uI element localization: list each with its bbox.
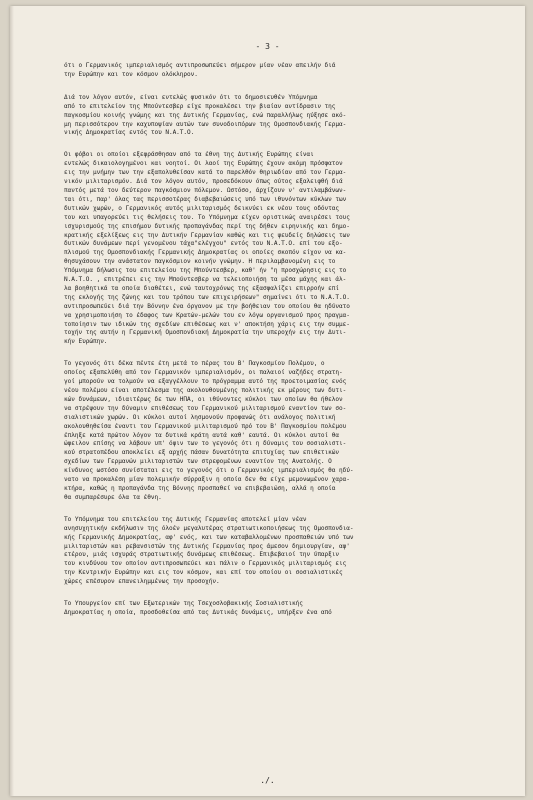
- text-line: ακολουθηθείσα έναντι του Γερμανικού μιλιταρισμού πρό του Β' Παγκοσμίου πολέμου: [64, 422, 347, 430]
- text-line: ται ότι, παρ' όλας τας περισσοτέρας διαβεβαιώσεις υπό των ιθυνόντων κύκλων των: [64, 195, 347, 203]
- text-line: κήν Ευρώπην.: [64, 338, 108, 346]
- text-line: σχεδίων των Γερμανών μιλιταριστών των στρεφομένων εναντίον της Ανατολής. Ο: [64, 458, 332, 466]
- text-line: χώρες επέσυρον επανειλημμένως την προσοχήν.: [64, 578, 220, 586]
- paragraph: [64, 62, 494, 80]
- text-line: λα βοηθητικά τα οποία διαθέτει, ενώ ταυτοχρόνως της εξασφαλίζει επιρροήν επί: [64, 284, 340, 292]
- text-line: την Ευρώπην και τον κόσμον ολόκληρον.: [64, 70, 198, 78]
- scan-shadow-edge: [10, 6, 14, 796]
- text-line: εντελώς δικαιολογημένοι και νοητοί. Οι λαοί της Ευρώπης έχουν ακόμη πρόσφατον: [64, 160, 343, 168]
- text-line: Το γεγονός ότι δέκα πέντε έτη μετά το πέρας του Β' Παγκοσμίου Πολέμου, ο: [64, 360, 325, 368]
- text-line: εις την μνήμην των την εξαπολυθείσαν κατά το παρελθόν θηριωδίαν από τον Γερμα-: [64, 169, 347, 177]
- paragraph: [64, 151, 494, 347]
- text-line: Το Υπόμνημα του επιτελείου της Δυτικής Γερμανίας αποτελεί μίαν νέαν: [64, 515, 307, 523]
- text-line: κίνδυνος ωστόσο συνίσταται εις το γεγονός ότι ο Γερμανικός ιμπεριαλισμός θα ηδύ-: [64, 467, 354, 475]
- text-line: μη περισσότερον την καχυποψίαν αυτών των συνοδοιπόρων της Ομοσπονδιακής Γερμα-: [64, 120, 347, 128]
- text-line: ώφειλον επίσης να λάβουν υπ' όψιν των το γεγονός ότι η δύναμις του σοσιαλιστι-: [64, 440, 347, 448]
- text-line: νικόν μιλιταρισμόν. Διά τον λόγον αυτόν, προσεδόκουν όπως ούτος εξαλειφθή διά: [64, 178, 343, 186]
- text-line: παγκοσμίου κοινής γνώμης και της Δυτικής Γερμανίας, ενώ παραλλήλως ηύξησε ακό-: [64, 111, 347, 119]
- text-line: τοχήν της αυτήν η Γερμανική Ομοσπονδιακή Δημοκρατία την υπεροχήν εις την Δυτι-: [64, 329, 347, 337]
- text-line: τοποίησιν των ιδικών της σχεδίων επιθέσεως και ν' αποκτήση χάρις εις την συμμε-: [64, 320, 350, 328]
- text-line: ότι ο Γερμανικός ιμπεριαλισμός αντιπροσωπεύει σήμερον μίαν νέαν απειλήν διά: [64, 62, 336, 69]
- text-line: της εκλογής της ζώνης και του τρόπου των επιχειρήσεων" σημαίνει ότι το Ν.Α.Τ.Ο.: [64, 293, 350, 301]
- text-line: νατο να προκαλέση μίαν πολεμικήν σύρραξιν η οποία δεν θα είχε μεμονωμένον χαρα-: [64, 476, 350, 484]
- text-line: πλισμού της Ομοσπονδιακής Γερμανικής Δημοκρατίας οι οποίες σκοπόν είχον να κα-: [64, 249, 347, 257]
- paragraph: [64, 516, 494, 587]
- text-line: Υπόμνημα δήλωσις του επιτελείου της Μπούντεσβερ, καθ' ήν "η προσχώρησις εις το: [64, 267, 347, 275]
- text-line: δυτικών χωρών, ο Γερμανικός αυτός μιλιταρισμός δεικνύει εκ νέου τους οδόντας: [64, 204, 340, 212]
- paragraph: [64, 600, 494, 618]
- text-line: κρατικής εξελίξεως εις την Δυτικήν Γερμανίαν καθώς και τις ψευδείς δηλώσεις των: [64, 231, 350, 239]
- text-line: σιαλιστικών χωρών. Οι κύκλοι αυτοί λησμονούν προφανώς ότι ανάλογος πολιτική: [64, 413, 336, 421]
- text-line: Ν.Α.Τ.Ο. , επιτρέπει εις την Μπούντεσβερ να τελειοποιήση τα μέσα μάχης και άλ-: [64, 276, 347, 284]
- text-line: Οι φόβοι οι οποίοι εξεφράσθησαν από τα έθνη της Δυτικής Ευρώπης είναι: [64, 151, 314, 159]
- text-line: παντός μετά τον δεύτερον παγκόσμιον πόλεμον. Ωστόσο, άρχίζουν ν' αντιλαμβάνων-: [64, 186, 347, 194]
- text-line: του και υπαγορεύει τις θελήσεις του. Το Υπόμνημα είχεν οριστικώς αναιρέσει τους: [64, 213, 350, 221]
- text-line: να στρέψουν την δύναμιν επιθέσεως του Γερμανικού μιλιταρισμού εναντίον των σο-: [64, 404, 347, 412]
- text-line: να χρησιμοποιήση το έδαφος των Κρατών-μελών του εν λόγω οργανισμού προς πραγμα-: [64, 311, 350, 319]
- text-line: ισχυρισμούς της επισήμου δυτικής προπαγάνδας περί της δήθεν ειρηνικής και δημο-: [64, 222, 350, 230]
- page-number: - 3 -: [255, 42, 280, 51]
- text-line: ετέρου, μιάς ισχυράς στρατιωτικής δυνάμεως επιθέσεως. Επιβεβαιοί την ύπαρξιν: [64, 551, 340, 559]
- text-line: κού στρατοπέδου αποκλείει εξ αρχής πάσαν δυνατότητα επιτυχίας των επιθετικών: [64, 449, 340, 457]
- document-body: [64, 62, 494, 631]
- paragraph: [64, 94, 494, 139]
- text-line: Δημοκρατίας η οποία, προσδοθείσα από τας Δυτικάς δυνάμεις, υπήρξεν ένα από: [64, 608, 332, 616]
- text-line: του κινδύνου τον οποίον αντιπροσωπεύει και πάλιν ο Γερμανικός μιλιταρισμός εις: [64, 560, 347, 568]
- text-line: αντιπροσωπεύει διά την Βόννην ένα όργανον με την βοήθειαν του οποίου θα ηδύνατο: [64, 302, 350, 310]
- text-line: έπληξε κατά πρώτον λόγον τα δυτικά κράτη αυτά καθ' εαυτά. Οι κύκλοι αυτοί θα: [64, 431, 340, 439]
- text-line: νέου πολέμου είναι αποτέλεσμα της ακολουθουμένης πολιτικής εκ μέρους των δυτι-: [64, 387, 347, 394]
- text-line: κών δυνάμεων, ιδιαιτέρως δε των ΗΠΑ, οι ιθύνοντες κύκλοι των οποίων θα ήθελον: [64, 395, 343, 403]
- text-line: οποίος εξαπελύθη από τον Γερμανικόν ιμπεριαλισμόν, οι παλαιοί ναζήδες στρατη-: [64, 369, 343, 377]
- text-line: θησυχάσουν την ανάστατον παγκόσμιον κοινήν γνώμην. Η περιλαμβανομένη εις το: [64, 258, 336, 266]
- text-line: νικής Δημοκρατίας εντός του Ν.Α.Τ.Ο.: [64, 129, 195, 137]
- text-line: μιλιταριστών και ρεβανσιστών της Δυτικής Γερμανίας προς άμεσον δημιουργίαν, αφ': [64, 542, 350, 550]
- text-line: γοί μπορούν να τολμούν να εξαγγέλλουν το πρόγραμμα αυτό της προετοιμασίας ενός: [64, 378, 347, 386]
- text-line: Το Υπουργείον επί των Εξωτερικών της Τσεχοσλοβακικής Σοσιαλιστικής: [64, 600, 303, 608]
- text-line: κής Γερμανικής Δημοκρατίας, αφ' ενός, και των καταβαλλομένων προσπαθειών υπό των: [64, 533, 354, 541]
- text-line: δυτικών δυνάμεων περί γενομένου τάχα"ελέγχου" εντός του Ν.Α.Τ.Ο. επί του εξο-: [64, 240, 343, 248]
- text-line: ανησυχητικήν εκδήλωσιν της όλοέν μεγαλυτέρας στρατιωτικοποιήσεως της Ομοσπονδια-: [64, 524, 354, 532]
- text-line: θα συμπαρέσυρε όλα τα έθνη.: [64, 493, 162, 501]
- text-line: από το επιτελείον της Μπούντεσβερ είχε προκαλέσει την βιαίαν αντίδρασιν της: [64, 102, 336, 110]
- document-page: [10, 6, 525, 796]
- paragraph: [64, 360, 494, 503]
- text-line: την Κεντρικήν Ευρώπην και εις τον κόσμον, και επί του οποίου οι σοσιαλιστικές: [64, 569, 343, 577]
- text-line: Διά τον λόγον αυτόν, είναι εντελώς φυσικόν ότι το δημοσιευθέν Υπόμνημα: [64, 93, 318, 101]
- text-line: κτήρα, καθώς η προπαγάνδα της Βόννης προσπαθεί να επιβεβαιώση, αλλά η οποία: [64, 484, 336, 492]
- continuation-mark: ./.: [260, 776, 275, 785]
